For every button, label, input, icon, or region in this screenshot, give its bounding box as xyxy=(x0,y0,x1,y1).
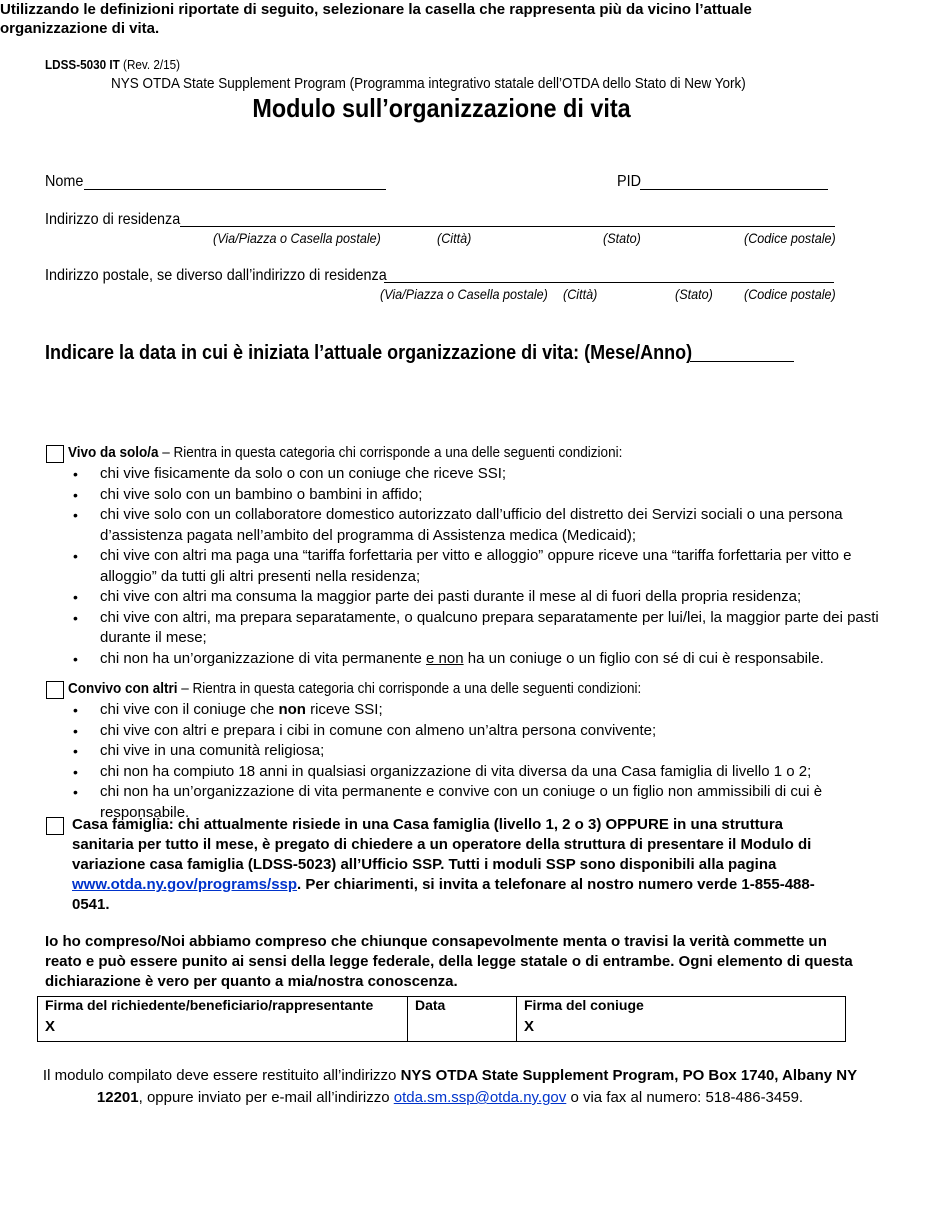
mailing-state-hint: (Stato) xyxy=(675,286,713,302)
applicant-signature-field[interactable]: Firma del richiedente/beneficiario/rappresentante X xyxy=(38,997,408,1042)
list-item: • chi vive in una comunità religiosa; xyxy=(45,741,890,762)
name-field[interactable] xyxy=(84,189,386,190)
list-item: • chi vive solo con un collaboratore domestico autorizzato dall’ufficio del distretto dei Servizi sociali o una persona d’assistenza pagata nell’ambito del programma di Assistenza medica (Medicaid); xyxy=(45,505,890,546)
mailing-label: Indirizzo postale, se diverso dall’indirizzo di residenza xyxy=(45,267,387,284)
residence-zip-hint: (Codice postale) xyxy=(744,230,836,246)
page-title: Modulo sull’organizzazione di vita xyxy=(252,93,631,123)
pid-label: PID xyxy=(617,173,642,190)
instruction-text: Utilizzando le definizioni riportate di seguito, selezionare la casella che rappresenta più da vicino l’attuale organizzazione di vita. xyxy=(0,1,752,37)
list-item: • chi vive con altri ma consuma la maggior parte dei pasti durante il mese al di fuori della propria residenza; xyxy=(45,587,890,608)
residence-address-field[interactable] xyxy=(180,226,835,227)
mailing-address-field[interactable] xyxy=(384,282,834,283)
list-item: • chi non ha un’organizzazione di vita permanente e non ha un coniuge o un figlio con sé di cui è responsabile. xyxy=(45,649,890,670)
return-instructions: Il modulo compilato deve essere restituito all’indirizzo NYS OTDA State Supplement Program, PO Box 1740, Albany NY 12201, oppure inviato per e-mail all’indirizzo otda.sm.ssp@otda.ny.gov o via fax al numero: 518-486-3459. xyxy=(42,1067,858,1106)
living-with-others-list xyxy=(45,700,890,823)
list-item: • chi non ha un’organizzazione di vita permanente e convive con un coniuge o un figlio non ammissibili di cui è responsabile. xyxy=(45,782,890,823)
residence-state-hint: (Stato) xyxy=(603,230,641,246)
form-id: LDSS-5030 IT (Rev. 2/15) xyxy=(45,57,181,72)
start-date-question: Indicare la data in cui è iniziata l’attuale organizzazione di vita: (Mese/Anno) xyxy=(45,342,693,364)
list-item: • chi vive solo con un bambino o bambini in affido; xyxy=(45,485,890,506)
residence-city-hint: (Città) xyxy=(437,230,472,246)
living-with-others-heading: Convivo con altri – Rientra in questa categoria chi corrisponde a una delle seguenti condizioni: xyxy=(68,680,642,697)
list-item: • chi vive con altri ma paga una “tariffa forfettaria per vitto e alloggio” oppure riceve una “tariffa forfettaria per vitto e alloggio” da tutti gli altri presenti nella residenza; xyxy=(45,546,890,587)
family-home-text: Casa famiglia: chi attualmente risiede in una Casa famiglia (livello 1, 2 o 3) OPPURE in una struttura sanitaria per tutto il mese, è pregato di chiedere a un operatore della struttura di presentare il Modulo di variazione casa famiglia (LDSS-5023) all’Ufficio SSP. Tutti i moduli SSP sono disponibili alla pagina www.otda.ny.gov/programs/ssp. Per chiarimenti, si invita a telefonare al nostro numero verde 1-855-488-0541. xyxy=(72,816,815,913)
list-item: • chi non ha compiuto 18 anni in qualsiasi organizzazione di vita diversa da una Casa famiglia di livello 1 o 2; xyxy=(45,762,890,783)
residence-street-hint: (Via/Piazza o Casella postale) xyxy=(213,230,381,246)
mailing-city-hint: (Città) xyxy=(563,286,598,302)
start-date-field[interactable] xyxy=(690,361,794,362)
list-item: • chi vive con il coniuge che non riceve SSI; xyxy=(45,700,890,721)
email-link[interactable]: otda.sm.ssp@otda.ny.gov xyxy=(393,1089,567,1106)
date-field[interactable]: Data xyxy=(408,997,517,1042)
spouse-signature-field[interactable]: Firma del coniuge X xyxy=(517,997,846,1042)
name-label: Nome xyxy=(45,173,84,190)
list-item: • chi vive con altri, ma prepara separatamente, o qualcuno prepara separatamente per lui/lei, la maggior parte dei pasti durante il mese; xyxy=(45,608,890,649)
pid-field[interactable] xyxy=(640,189,828,190)
signature-table xyxy=(37,996,846,1042)
list-item: • chi vive con altri e prepara i cibi in comune con almeno un’altra persona convivente; xyxy=(45,721,890,742)
declaration-text: Io ho compreso/Noi abbiamo compreso che chiunque consapevolmente menta o travisi la verità commette un reato e può essere punito ai sensi della legge federale, della legge statale o di entrambe. Ogni elemento di questa dichiarazione è vero per quanto a mia/nostra conoscenza. xyxy=(45,933,853,990)
mailing-zip-hint: (Codice postale) xyxy=(744,286,836,302)
residence-label: Indirizzo di residenza xyxy=(45,211,181,228)
living-alone-heading: Vivo da solo/a – Rientra in questa categoria chi corrisponde a una delle seguenti condizioni: xyxy=(68,444,623,461)
mailing-street-hint: (Via/Piazza o Casella postale) xyxy=(380,286,548,302)
living-alone-list xyxy=(45,464,890,669)
family-home-checkbox[interactable] xyxy=(46,817,64,835)
program-name: NYS OTDA State Supplement Program (Programma integrativo statale dell’OTDA dello Stato di New York) xyxy=(111,75,746,92)
living-alone-checkbox[interactable] xyxy=(46,445,64,463)
living-with-others-checkbox[interactable] xyxy=(46,681,64,699)
ssp-link[interactable]: www.otda.ny.gov/programs/ssp xyxy=(72,876,298,893)
list-item: • chi vive fisicamente da solo o con un coniuge che riceve SSI; xyxy=(45,464,890,485)
